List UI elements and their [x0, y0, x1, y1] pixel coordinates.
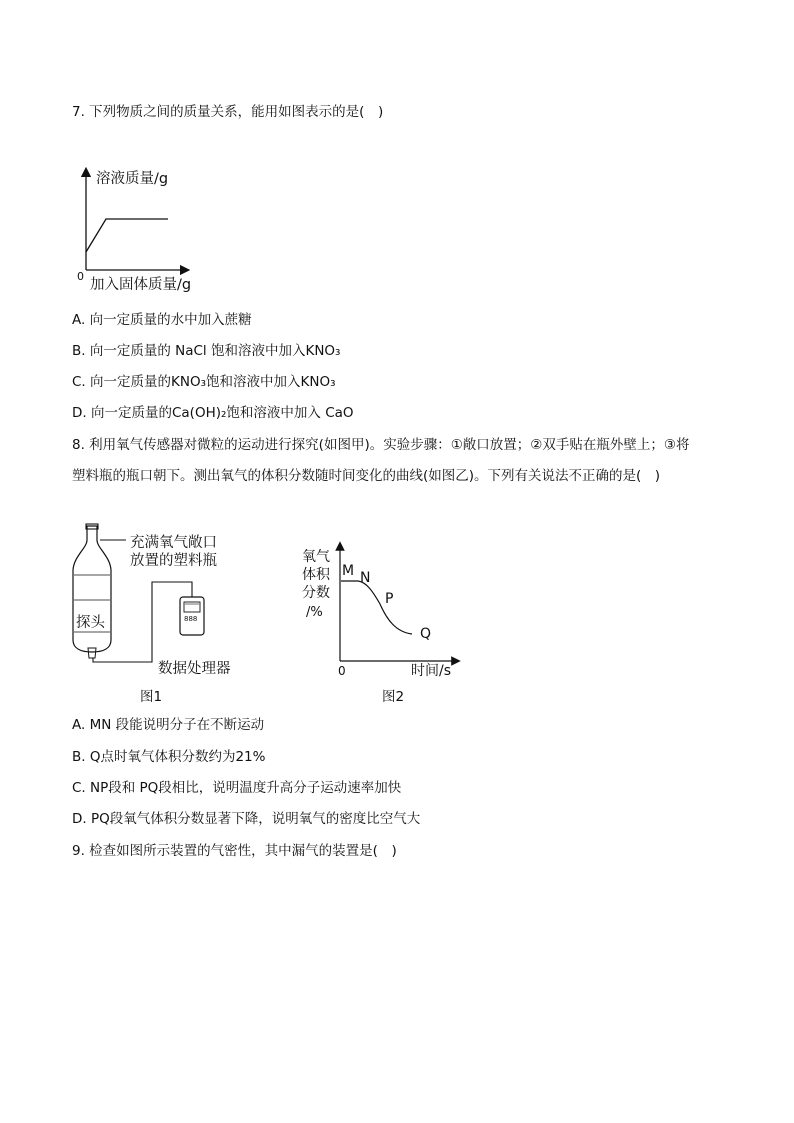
q8-stem-line1: 8. 利用氧气传感器对微粒的运动进行探究(如图甲)。实验步骤：①敞口放置；②双手贴在瓶外壁上；③将	[72, 437, 690, 453]
probe-label: 探头	[76, 615, 105, 631]
point-m-label: M	[342, 563, 355, 579]
q7-option-c: C. 向一定质量的KNO₃饱和溶液中加入KNO₃	[72, 374, 336, 390]
fig2-caption: 图2	[382, 689, 405, 705]
oxygen-curve	[341, 581, 412, 634]
q7-ylabel: 溶液质量/g	[96, 171, 169, 187]
q9-stem: 9. 检查如图所示装置的气密性，其中漏气的装置是( )	[72, 843, 397, 859]
q7-origin: 0	[77, 270, 84, 283]
q7-stem: 7. 下列物质之间的质量关系，能用如图表示的是( )	[72, 104, 384, 120]
fig2-ylabel-line1: 氧气	[302, 549, 330, 565]
q8-option-b: B. Q点时氧气体积分数约为21%	[72, 749, 266, 765]
q7-option-a: A. 向一定质量的水中加入蔗糖	[72, 312, 252, 328]
q8-option-a: A. MN 段能说明分子在不断运动	[72, 717, 265, 733]
q8-option-d: D. PQ段氧气体积分数显著下降，说明氧气的密度比空气大	[72, 811, 421, 827]
bottle-label-line2: 放置的塑料瓶	[130, 553, 217, 569]
device-display-text: 888	[184, 615, 198, 623]
fig2-ylabel-line2: 体积	[302, 567, 330, 583]
q7-option-d: D. 向一定质量的Ca(OH)₂饱和溶液中加入 CaO	[72, 405, 354, 421]
point-n-label: N	[360, 570, 371, 586]
processor-label: 数据处理器	[158, 661, 231, 677]
point-q-label: Q	[420, 626, 432, 642]
fig2-origin: 0	[338, 664, 346, 678]
fig2-ylabel-line3: 分数	[302, 585, 330, 601]
q7-xlabel: 加入固体质量/g	[90, 277, 192, 293]
fig1-caption: 图1	[140, 689, 163, 705]
point-p-label: P	[385, 591, 394, 607]
q8-stem-line2: 塑料瓶的瓶口朝下。测出氧气的体积分数随时间变化的曲线(如图乙)。下列有关说法不正确的是( )	[72, 468, 661, 484]
fig2-ylabel-line4: /%	[306, 605, 323, 620]
q7-option-b: B. 向一定质量的 NaCl 饱和溶液中加入KNO₃	[72, 343, 341, 359]
bottle-label-line1: 充满氧气敞口	[130, 535, 217, 551]
q8-option-c: C. NP段和 PQ段相比，说明温度升高分子运动速率加快	[72, 780, 402, 796]
fig2-xlabel: 时间/s	[411, 663, 452, 679]
